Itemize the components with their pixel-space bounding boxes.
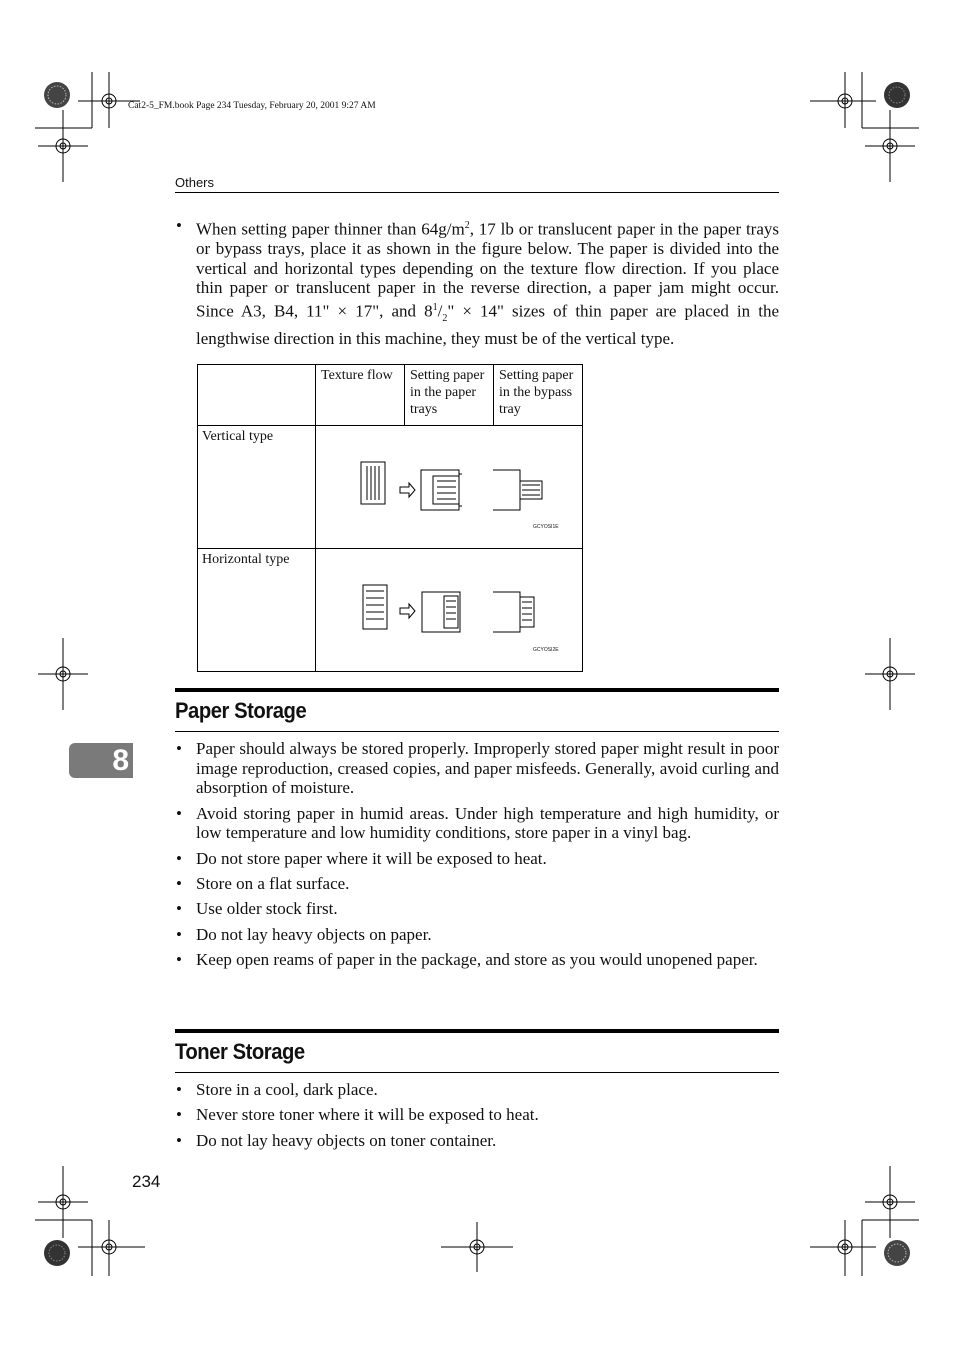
list-item: • Never store toner where it will be exposed to heat. <box>175 1105 779 1125</box>
toner-storage-list <box>175 1080 779 1156</box>
page-number: 234 <box>132 1172 161 1191</box>
print-info: Cat2-5_FM.book Page 234 Tuesday, February 20, 2001 9:27 AM <box>128 101 376 111</box>
figure-code-1: GCYOSI1E <box>533 524 559 530</box>
list-item: • Do not store paper where it will be exposed to heat. <box>175 849 779 869</box>
figure-code-2: GCYOSI2E <box>533 647 559 653</box>
list-item: • Store on a flat surface. <box>175 874 779 894</box>
row-horizontal-type: Horizontal type <box>202 552 290 567</box>
list-item: • Use older stock first. <box>175 899 779 919</box>
list-item: • Keep open reams of paper in the package, and store as you would unopened paper. <box>175 950 779 970</box>
running-header: Others <box>175 175 215 190</box>
section-rule-top <box>175 1029 779 1033</box>
section-rule-bottom <box>175 731 779 732</box>
list-item: • Avoid storing paper in humid areas. Under high temperature and high humidity, or low temperature and low humidity conditions, store paper in a vinyl bag. <box>175 804 779 843</box>
paper-type-table <box>197 364 583 672</box>
section-rule-bottom <box>175 1072 779 1073</box>
toner-storage-heading: Toner Storage <box>175 1039 305 1064</box>
paper-storage-heading: Paper Storage <box>175 698 307 723</box>
col-paper-trays: Setting paper in the paper trays <box>410 368 485 417</box>
list-item: • Do not lay heavy objects on toner container. <box>175 1131 779 1151</box>
header-rule <box>175 192 779 193</box>
intro-list <box>175 216 779 348</box>
paper-storage-list <box>175 739 779 976</box>
chapter-tab: 8 <box>69 743 133 778</box>
list-item: • Do not lay heavy objects on paper. <box>175 925 779 945</box>
intro-item: • When setting paper thinner than $64g/m^2$, 17 lb or translucent paper in the paper trays or bypass trays, place it as shown in the figure below. The paper is divided into the vertical and horizontal types depending on the texture flow direction. If you place thin paper or translucent paper in the reverse direction, a paper jam might occur. Since A3, B4, 11" × 17", and $8^1/_2$" × 14" sizes of thin paper are placed in the lengthwise direction in this machine, they must be of the vertical type. <box>175 216 779 348</box>
list-item: • Paper should always be stored properly. Improperly stored paper might result in poor image reproduction, creased copies, and paper misfeeds. Generally, avoid curling and absorption of moisture. <box>175 739 779 798</box>
list-item: • Store in a cool, dark place. <box>175 1080 779 1100</box>
section-rule-top <box>175 688 779 692</box>
col-texture-flow: Texture flow <box>321 368 393 383</box>
col-bypass-tray: Setting paper in the bypass tray <box>499 368 574 417</box>
row-vertical-type: Vertical type <box>202 429 274 444</box>
